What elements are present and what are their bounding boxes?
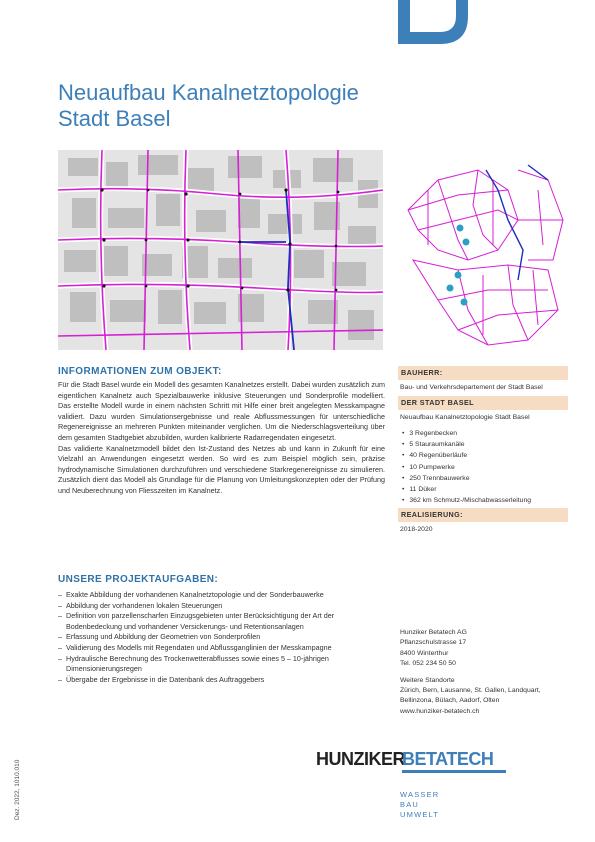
object-info-heading: INFORMATIONEN ZUM OBJEKT:	[58, 366, 222, 377]
tagline-environment: UMWELT	[400, 810, 440, 819]
list-item: • 11 Düker	[400, 484, 568, 495]
company-name: Hunziker Betatech AG	[400, 629, 467, 636]
map-image-left	[58, 150, 383, 350]
city-heading: DER STADT BASEL	[398, 396, 568, 410]
list-item: – Hydraulische Berechnung des Trockenwetterabflusses sowie eines 5 – 10-jährigen Dimensionierungsregen	[58, 654, 388, 675]
tagline-build: BAU	[400, 800, 420, 809]
list-item: • 362 km Schmutz-/Mischabwasserleitung	[400, 495, 568, 506]
realization-years: 2018-2020	[400, 526, 433, 534]
contact-block	[400, 628, 570, 717]
title-line-1: Neuaufbau Kanalnetztopologie	[58, 80, 359, 105]
tasks-list	[58, 590, 388, 685]
facts-list	[398, 426, 568, 508]
network-overview-graphic	[398, 150, 568, 350]
tagline-water: WASSER	[400, 790, 440, 799]
company-street: Pflanzschulstrasse 17	[400, 639, 467, 647]
brand-underline	[402, 770, 506, 773]
page-title	[58, 80, 359, 132]
locations-line-1: Zürich, Bern, Lausanne, St. Gallen, Landquart,	[400, 687, 541, 695]
object-info-paragraph-2: Das validierte Kanalnetzmodell bildet den Ist-Zustand des Netzes ab und kann in Zukunft für eine Vielzahl an Anwendungen eingesetzt werden. So wird es zum Beispiel möglich sein, präzise hydrodynamische Simulationen durchzuführen und verschiedene Starkregenereignisse zu simulieren. Zusätzlich dient das Modell als Grundlage für die Planung von Umleitungskonzepten oder der Prüfung und Neuberechnung von Fliesszeiten im Kanalnetz.	[58, 443, 385, 495]
brand-tagline	[400, 790, 439, 820]
realization-heading: REALISIERUNG:	[398, 508, 568, 522]
company-website[interactable]: www.hunziker-betatech.ch	[400, 707, 480, 715]
list-item: • 250 Trennbauwerke	[400, 473, 568, 484]
list-item: – Definition von parzellenscharfen Einzugsgebieten unter Berücksichtigung der Art der Bodenbedeckung und vorhandener Versickerungs- und Retentionsanlagen	[58, 611, 388, 632]
client-text: Bau- und Verkehrsdepartement der Stadt Basel	[400, 384, 543, 391]
list-item: • 3 Regenbecken	[400, 428, 568, 439]
project-name: Neuaufbau Kanalnetztopologie Stadt Basel	[400, 414, 530, 421]
list-item: • 40 Regenüberläufe	[400, 450, 568, 461]
document-date-code: Dez. 2022, 1010.010	[14, 759, 21, 820]
city-plan-graphic	[58, 150, 383, 350]
locations-heading: Weitere Standorte	[400, 676, 455, 684]
list-item: – Validierung des Modells mit Regendaten und Abflussganglinien der Messkampagne	[58, 643, 388, 654]
title-line-2: Stadt Basel	[58, 106, 171, 131]
list-item: – Übergabe der Ergebnisse in die Datenbank des Auftraggebers	[58, 675, 388, 686]
network-map-image	[398, 150, 568, 350]
list-item: – Exakte Abbildung der vorhandenen Kanalnetztopologie und der Sonderbauwerke	[58, 590, 388, 601]
list-item: • 10 Pumpwerke	[400, 462, 568, 473]
brand-logo	[316, 748, 516, 774]
list-item: – Abbildung der vorhandenen lokalen Steuerungen	[58, 601, 388, 612]
brand-name-part-2: BETATECH	[402, 749, 494, 769]
list-item: • 5 Stauraumkanäle	[400, 439, 568, 450]
project-facts-sidebar	[398, 366, 568, 538]
object-info-paragraph-1: Für die Stadt Basel wurde ein Modell des gesamten Kanalnetzes erstellt. Dabei wurden zusätzlich zum eigentlichen Kanalnetz auch Spezialbauwerke inklusive Steuerungen und Sonderprofile modelliert. Das erstellte Modell wurde in einem nächsten Schritt mit Hilfe einer breit angelegten Messkampagne validiert. Dazu wurden Simulationsergebnisse und reale Abflussmessungen für unterschiedliche Regenereignisse an mehreren Punkten miteinander verglichen. Um die Niederschlagsverteilung über dem gesamten Stadtgebiet abzubilden, wurden kalibrierte Radarregendaten eingesetzt.	[58, 380, 385, 442]
brand-name-part-1: HUNZIKER	[316, 749, 405, 769]
company-city: 8400 Winterthur	[400, 649, 449, 657]
client-heading: BAUHERR:	[398, 366, 568, 380]
logo-d-icon	[398, 0, 468, 44]
object-info-body	[58, 380, 385, 497]
company-phone: Tel. 052 234 50 50	[400, 660, 456, 668]
list-item: – Erfassung und Abbildung der Geometrien von Sonderprofilen	[58, 632, 388, 643]
locations-line-2: Bellinzona, Bülach, Aadorf, Olten	[400, 697, 500, 705]
tasks-heading: UNSERE PROJEKTAUFGABEN:	[58, 574, 219, 585]
